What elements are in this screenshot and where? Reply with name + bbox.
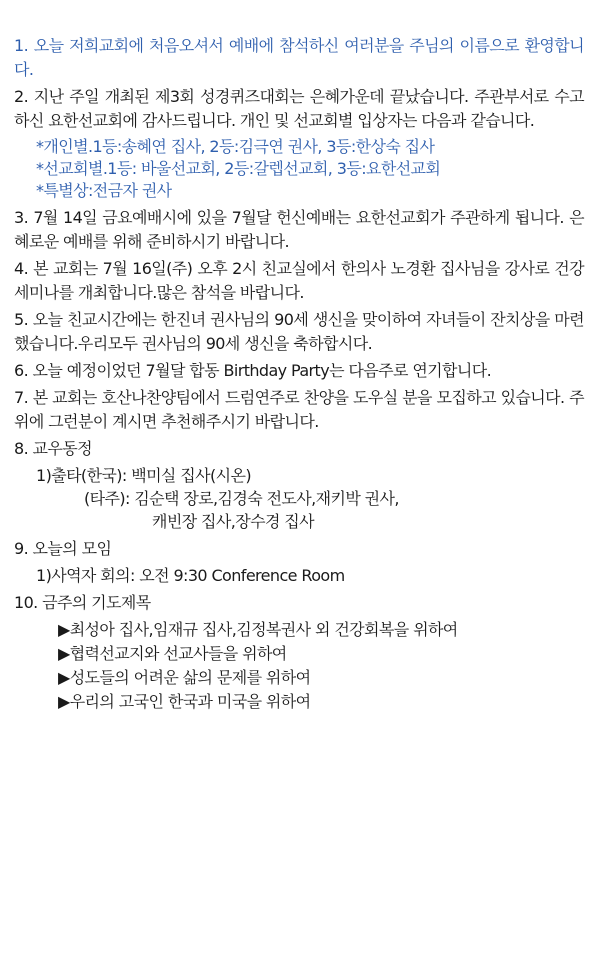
todays-meeting-ministers: 1)사역자 회의: 오전 9:30 Conference Room	[36, 566, 345, 585]
quiz-special-award: *특별상:전금자 권사	[36, 181, 172, 200]
announcement-birthday-90: 5. 오늘 친교시간에는 한진녀 권사님의 90세 생신을 맞이하여 자녀들이 잔치상을 마련했습니다.우리모두 권사님의 90세 생신을 축하합시다.	[14, 310, 584, 353]
quiz-mission-group-winners: *선교회별.1등: 바울선교회, 2등:갈렙선교회, 3등:요한선교회	[36, 159, 441, 178]
announcement-drum-recruit: 7. 본 교회는 호산나찬양팀에서 드럼연주로 찬양을 도우실 분을 모집하고 있습니다. 주위에 그런분이 계시면 추천해주시기 바랍니다.	[14, 388, 584, 431]
quiz-individual-winners: *개인별.1등:송혜연 집사, 2등:김극연 권사, 3등:한상숙 집사	[36, 137, 435, 156]
todays-meetings-title: 9. 오늘의 모임	[14, 539, 112, 558]
announcement-dedication-service: 3. 7월 14일 금요예배시에 있을 7월달 헌신예배는 요한선교회가 주관하게 됩니다. 은혜로운 예배를 위해 준비하시기 바랍니다.	[14, 208, 584, 251]
prayer-item: ▶협력선교지와 선교사들을 위하여	[58, 644, 287, 663]
member-news-korea: 1)출타(한국): 백미실 집사(시온)	[36, 466, 251, 485]
member-news-other-states: (타주): 김순택 장로,김경숙 전도사,재키박 권사,	[84, 489, 399, 508]
announcement-bible-quiz: 2. 지난 주일 개최된 제3회 성경퀴즈대회는 은혜가운데 끝났습니다. 주관부서로 수고하신 요한선교회에 감사드립니다. 개인 및 선교회별 입상자는 다음과 같습니다.	[14, 87, 584, 130]
prayer-item: ▶우리의 고국인 한국과 미국을 위하여	[58, 692, 311, 711]
prayer-item: ▶최성아 집사,임재규 집사,김정복권사 외 건강회복을 위하여	[58, 620, 458, 639]
announcement-health-seminar: 4. 본 교회는 7월 16일(주) 오후 2시 친교실에서 한의사 노경환 집사님을 강사로 건강세미나를 개최합니다.많은 참석을 바랍니다.	[14, 259, 584, 302]
member-news-title: 8. 교우동정	[14, 439, 92, 458]
prayer-topics-title: 10. 금주의 기도제목	[14, 593, 151, 612]
announcement-birthday-party: 6. 오늘 예정이었던 7월달 합동 Birthday Party는 다음주로 연기합니다.	[14, 361, 492, 380]
announcement-welcome: 1. 오늘 저희교회에 처음오셔서 예배에 참석하신 여러분을 주님의 이름으로 환영합니다.	[14, 36, 584, 79]
member-news-other-states-cont: 캐빈장 집사,장수경 집사	[152, 512, 315, 531]
prayer-item: ▶성도들의 어려운 삶의 문제를 위하여	[58, 668, 311, 687]
